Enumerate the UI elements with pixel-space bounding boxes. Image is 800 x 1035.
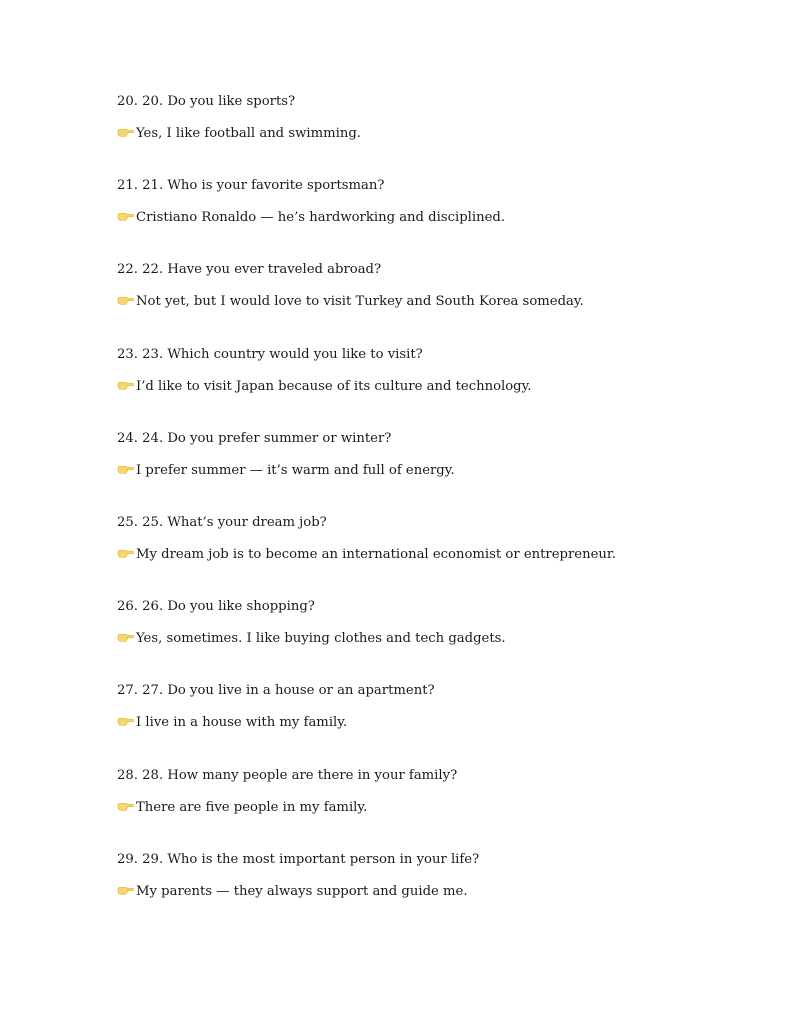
qa-item [117, 512, 757, 596]
answer-line [117, 376, 757, 398]
answer-text: My dream job is to become an international economist or entrepreneur. [136, 546, 616, 562]
pointing-hand-icon [117, 884, 134, 896]
qa-item [117, 259, 757, 343]
answer-line [117, 628, 757, 650]
answer-line [117, 460, 757, 482]
qa-item [117, 680, 757, 764]
answer-text: Cristiano Ronaldo — he’s hardworking and disciplined. [136, 210, 506, 226]
answer-line [117, 291, 757, 313]
question-text: 20. 20. Do you like sports? [117, 94, 296, 109]
answer-text: There are five people in my family. [136, 799, 368, 815]
answer-line [117, 797, 757, 819]
qa-item [117, 849, 757, 933]
answer-line [117, 544, 757, 566]
question-text: 28. 28. How many people are there in your family? [117, 767, 458, 783]
pointing-hand-icon [117, 210, 134, 222]
question-text: 26. 26. Do you like shopping? [117, 599, 315, 615]
answer-text: My parents — they always support and guide me. [136, 883, 468, 899]
qa-item [117, 175, 757, 259]
answer-line [117, 207, 757, 229]
pointing-hand-icon [117, 715, 134, 727]
pointing-hand-icon [117, 631, 134, 643]
qa-item [117, 344, 757, 428]
qa-item [117, 765, 757, 849]
pointing-hand-icon [117, 379, 134, 391]
answer-line [117, 881, 757, 903]
pointing-hand-icon [117, 800, 134, 812]
answer-text: I prefer summer — it’s warm and full of energy. [136, 462, 455, 478]
qa-item [117, 428, 757, 512]
answer-text: I’d like to visit Japan because of its culture and technology. [136, 378, 532, 394]
qa-list [117, 91, 757, 933]
answer-text: I live in a house with my family. [136, 715, 348, 731]
question-text: 21. 21. Who is your favorite sportsman? [117, 178, 385, 194]
pointing-hand-icon [117, 294, 134, 306]
answer-text: Yes, I like football and swimming. [136, 126, 361, 141]
question-text: 24. 24. Do you prefer summer or winter? [117, 430, 392, 446]
qa-item [117, 596, 757, 680]
qa-item [117, 91, 757, 175]
question-text: 23. 23. Which country would you like to visit? [117, 346, 423, 362]
question-text: 22. 22. Have you ever traveled abroad? [117, 262, 382, 278]
answer-text: Yes, sometimes. I like buying clothes and tech gadgets. [136, 631, 506, 647]
question-text: 25. 25. What’s your dream job? [117, 514, 327, 530]
pointing-hand-icon [117, 126, 134, 138]
pointing-hand-icon [117, 463, 134, 475]
answer-line [117, 123, 757, 145]
question-text: 29. 29. Who is the most important person in your life? [117, 851, 480, 867]
answer-line [117, 712, 757, 734]
pointing-hand-icon [117, 547, 134, 559]
question-text: 27. 27. Do you live in a house or an apartment? [117, 683, 435, 699]
answer-text: Not yet, but I would love to visit Turkey and South Korea someday. [136, 294, 584, 310]
